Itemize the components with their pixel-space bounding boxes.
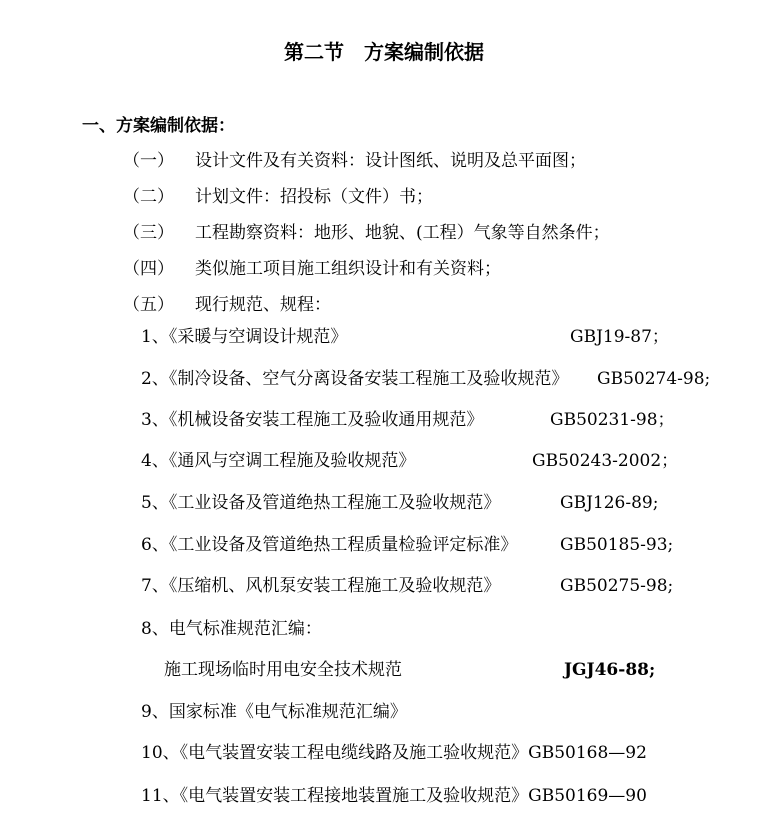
standard-name: 3、《机械设备安装工程施工及验收通用规范》 [141, 410, 484, 430]
standard-name: 2、《制冷设备、空气分离设备安装工程施工及验收规范》 [141, 369, 569, 389]
standard-code: GB50275-98; [560, 576, 674, 596]
standard-code: GBJ126-89; [560, 493, 659, 513]
standard-name: 8、电气标准规范汇编： [141, 619, 322, 639]
basis-item-number: （一） [123, 151, 174, 171]
standard-code: GB50274-98; [597, 369, 711, 389]
standard-code: GB50185-93; [560, 535, 674, 555]
basis-item-text: 现行规范、规程： [195, 295, 331, 315]
standard-name: 1、《采暖与空调设计规范》 [141, 327, 348, 347]
standard-code: GB50243-2002； [532, 451, 679, 471]
basis-item-text: 计划文件：招投标（文件）书； [195, 187, 433, 207]
standard-code: GB50231-98； [550, 410, 675, 430]
section-heading: 一、方案编制依据： [82, 116, 235, 136]
standard-name: 11、《电气装置安装工程接地装置施工及验收规范》GB50169—90 [141, 786, 647, 806]
standard-code: JGJ46-88; [564, 660, 656, 680]
basis-item-text: 类似施工项目施工组织设计和有关资料； [195, 259, 501, 279]
standard-name: 9、国家标准《电气标准规范汇编》 [141, 702, 407, 722]
standard-code: GBJ19-87； [570, 327, 669, 347]
standard-name: 10、《电气装置安装工程电缆线路及施工验收规范》GB50168—92 [141, 743, 647, 763]
basis-item-number: （五） [123, 295, 174, 315]
standard-name: 5、《工业设备及管道绝热工程施工及验收规范》 [141, 493, 501, 513]
basis-item-text: 工程勘察资料：地形、地貌、(工程）气象等自然条件； [195, 223, 610, 243]
standard-name: 4、《通风与空调工程施及验收规范》 [141, 451, 416, 471]
basis-item-text: 设计文件及有关资料：设计图纸、说明及总平面图； [195, 151, 586, 171]
page-title: 第二节 方案编制依据 [284, 40, 484, 64]
basis-item-number: （四） [123, 259, 174, 279]
basis-item-number: （三） [123, 223, 174, 243]
standard-name: 7、《压缩机、风机泵安装工程施工及验收规范》 [141, 576, 501, 596]
basis-item-number: （二） [123, 187, 174, 207]
standard-name: 施工现场临时用电安全技术规范 [164, 660, 402, 680]
standard-name: 6、《工业设备及管道绝热工程质量检验评定标准》 [141, 535, 518, 555]
